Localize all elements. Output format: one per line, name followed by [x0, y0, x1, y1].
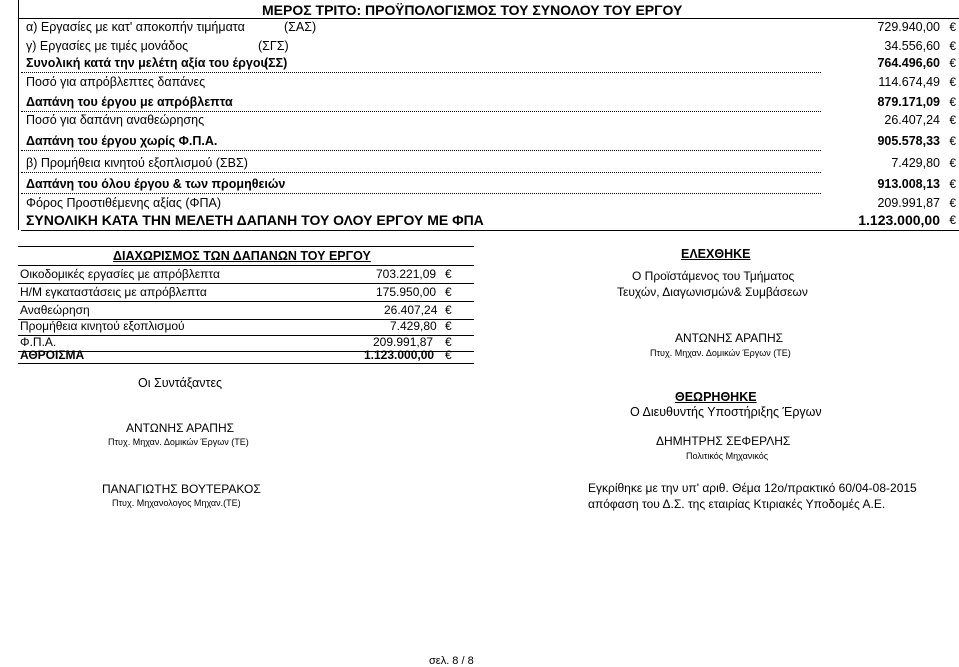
euro-icon: € [949, 177, 956, 191]
breakdown-title: ΔΙΑΧΩΡΙΣΜΟΣ ΤΩΝ ΔΑΠΑΝΩΝ ΤΟΥ ΕΡΓΟΥ [113, 249, 371, 263]
euro-icon: € [445, 303, 452, 317]
breakdown-table [18, 246, 474, 364]
summary-row-label: γ) Εργασίες με τιμές μονάδος [26, 39, 189, 53]
summary-row-label: Δαπάνη του έργου χωρίς Φ.Π.Α. [26, 134, 218, 148]
summary-row-code: (ΣΣ) [264, 56, 288, 70]
summary-row-value: 913.008,13 [877, 177, 940, 191]
summary-row-value: 114.674,49 [878, 75, 940, 89]
euro-icon: € [949, 75, 956, 89]
page-title: ΜΕΡΟΣ ΤΡΙΤΟ: ΠΡΟΫΠΟΛΟΓΙΣΜΟΣ ΤΟΥ ΣΥΝΟΛΟΥ ΤΟΥ ΕΡΓΟΥ [262, 2, 683, 18]
breakdown-row-value: 7.429,80 [390, 319, 437, 333]
breakdown-row-label: Φ.Π.Α. [20, 335, 57, 349]
summary-row-label: Δαπάνη του έργου με απρόβλεπτα [26, 95, 233, 109]
page-number: σελ. 8 / 8 [429, 655, 474, 667]
reviewed-title: ΘΕΩΡΗΘΗΚΕ [675, 390, 757, 404]
euro-icon: € [445, 335, 452, 349]
approval-line2: απόφαση του Δ.Σ. της εταιρίας Κτιριακές Υποδομές Α.Ε. [588, 497, 886, 511]
summary-row-value: 26.407,24 [884, 113, 940, 127]
euro-icon: € [445, 267, 452, 281]
checked-title: ΕΛΕΧΘΗΚΕ [681, 247, 751, 261]
breakdown-row-label: Προμήθεια κινητού εξοπλισμού [20, 319, 185, 333]
checked-name: ΑΝΤΩΝΗΣ ΑΡΑΠΗΣ [675, 331, 784, 345]
summary-row-label: Φόρος Προστιθέμενης αξίας (ΦΠΑ) [26, 196, 221, 210]
euro-icon: € [949, 95, 956, 109]
breakdown-row-label: Οικοδομικές εργασίες με απρόβλεπτα [20, 267, 220, 281]
summary-total-label: ΣΥΝΟΛΙΚΗ ΚΑΤΑ ΤΗΝ ΜΕΛΕΤΗ ΔΑΠΑΝΗ ΤΟΥ ΟΛΟΥ ΕΡΓΟΥ ΜΕ ΦΠΑ [26, 212, 484, 228]
summary-row-value: 209.991,87 [877, 196, 940, 210]
euro-icon: € [949, 39, 956, 53]
author2-role: Πτυχ. Μηχανολογος Μηχαν.(ΤΕ) [112, 498, 241, 508]
reviewed-line1: Ο Διευθυντής Υποστήριξης Έργων [630, 405, 822, 419]
summary-table [18, 0, 959, 230]
euro-icon: € [949, 113, 956, 127]
euro-icon: € [949, 156, 956, 170]
euro-icon: € [949, 196, 956, 210]
summary-row-label: Ποσό για απρόβλεπτες δαπάνες [26, 75, 206, 89]
euro-icon: € [949, 134, 956, 148]
reviewed-role: Πολιτικός Μηχανικός [686, 451, 769, 461]
summary-row-value: 729.940,00 [877, 20, 940, 34]
summary-row-code: (ΣΓΣ) [258, 39, 289, 53]
author2-name: ΠΑΝΑΓΙΩΤΗΣ ΒΟΥΤΕΡΑΚΟΣ [102, 482, 261, 496]
reviewed-name: ΔΗΜΗΤΡΗΣ ΣΕΦΕΡΛΗΣ [656, 434, 791, 448]
summary-row-label: β) Προμήθεια κινητού εξοπλισμού (ΣΒΣ) [26, 156, 248, 170]
summary-row-value: 905.578,33 [877, 134, 940, 148]
breakdown-total-value: 1.123.000,00 [364, 348, 435, 362]
summary-row-code: (ΣΑΣ) [284, 20, 317, 34]
breakdown-row-value: 703.221,09 [376, 267, 437, 281]
summary-row-label: Δαπάνη του όλου έργου & των προμηθειών [26, 177, 286, 191]
euro-icon: € [949, 56, 956, 70]
breakdown-row-value: 175.950,00 [376, 285, 437, 299]
summary-row-value: 34.556,60 [884, 39, 940, 53]
approval-line1: Εγκρίθηκε με την υπ' αριθ. Θέμα 12ο/πρακτικό 60/04-08-2015 [588, 481, 917, 495]
summary-row-label: Συνολική κατά την μελέτη αξία του έργου [26, 56, 268, 70]
summary-row-label: Ποσό για δαπάνη αναθεώρησης [26, 113, 205, 127]
checked-role: Πτυχ. Μηχαν. Δομικών Έργων (ΤΕ) [650, 348, 791, 358]
authors-title: Οι Συντάξαντες [138, 376, 223, 390]
author1-name: ΑΝΤΩΝΗΣ ΑΡΑΠΗΣ [126, 421, 235, 435]
breakdown-row-value: 209.991,87 [373, 335, 434, 349]
euro-icon: € [445, 319, 452, 333]
euro-icon: € [949, 20, 956, 34]
summary-row-value: 764.496,60 [877, 56, 940, 70]
summary-total-value: 1.123.000,00 [858, 212, 940, 228]
checked-line2: Τευχών, Διαγωνισμών& Συμβάσεων [617, 285, 808, 299]
author1-role: Πτυχ. Μηχαν. Δομικών Έργων (ΤΕ) [108, 437, 249, 447]
summary-row-value: 879.171,09 [877, 95, 940, 109]
summary-row-value: 7.429,80 [891, 156, 940, 170]
breakdown-row-label: Η/Μ εγκαταστάσεις με απρόβλεπτα [20, 285, 207, 299]
breakdown-row-value: 26.407,24 [384, 303, 438, 317]
euro-icon: € [445, 285, 452, 299]
euro-icon: € [949, 213, 956, 227]
checked-line1: Ο Προϊστάμενος του Τμήματος [632, 269, 795, 283]
breakdown-row-label: Αναθεώρηση [20, 303, 90, 317]
breakdown-total-label: ΑΘΡΟΙΣΜΑ [20, 348, 85, 362]
summary-row-label: α) Εργασίες με κατ' αποκοπήν τιμήματα [26, 20, 245, 34]
euro-icon: € [445, 348, 452, 362]
